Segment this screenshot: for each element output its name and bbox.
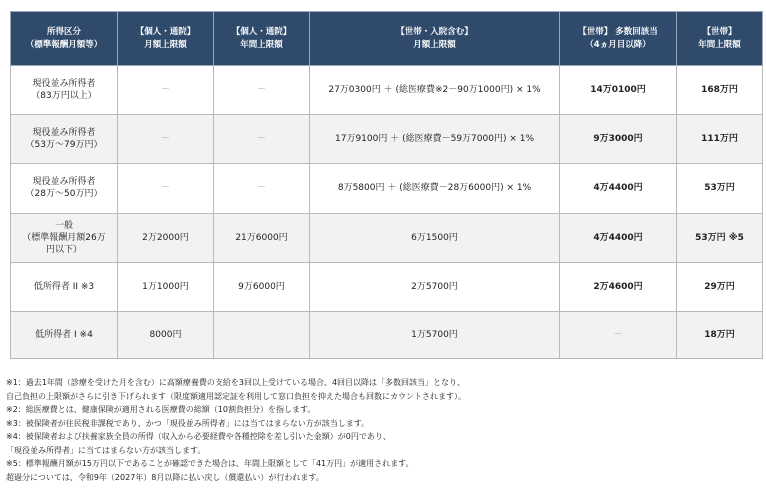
household-monthly-cell: 17万9100円 ＋ (総医療費－59万7000円) × 1% (310, 115, 560, 164)
income-category-cell: 現役並み所得者 （28万～50万円） (11, 164, 118, 213)
household-annual-cell: 18万円 (677, 311, 763, 358)
header-row (11, 12, 763, 66)
multiple-times-cell: 2万4600円 (560, 262, 677, 311)
individual-monthly-cell: － (118, 164, 214, 213)
header-income-category: 所得区分 （標準報酬月額等） (11, 12, 118, 66)
household-monthly-cell: 6万1500円 (310, 213, 560, 262)
table-row (11, 262, 763, 311)
table-row (11, 164, 763, 213)
header-multiple-times: 【世帯】 多数回該当 （4ヵ月目以降） (560, 12, 677, 66)
income-category-cell: 低所得者 II ※3 (11, 262, 118, 311)
header-household-annual: 【世帯】 年間上限額 (677, 12, 763, 66)
household-annual-cell: 111万円 (677, 115, 763, 164)
footnote-line: ※2：総医療費とは、健康保険が適用される医療費の総額（10割負担分）を指します。 (6, 405, 316, 414)
income-category-cell: 一般 （標準報酬月額26万 円以下） (11, 213, 118, 262)
copay-limit-table (10, 11, 763, 359)
household-monthly-cell: 2万5700円 (310, 262, 560, 311)
individual-annual-cell: － (214, 66, 310, 115)
multiple-times-cell: － (560, 311, 677, 358)
header-individual-annual: 【個人・通院】 年間上限額 (214, 12, 310, 66)
household-annual-cell: 53万円 (677, 164, 763, 213)
household-annual-cell: 53万円 ※5 (677, 213, 763, 262)
individual-annual-cell: 21万6000円 (214, 213, 310, 262)
individual-monthly-cell: 1万1000円 (118, 262, 214, 311)
individual-annual-cell (214, 311, 310, 358)
individual-monthly-cell: － (118, 115, 214, 164)
footnotes (6, 376, 762, 484)
header-individual-monthly: 【個人・通院】 月額上限額 (118, 12, 214, 66)
table-row (11, 311, 763, 358)
footnote-line: ※3：被保険者が住民税非課税であり、かつ「現役並み所得者」には当てはまらない方が該当します。 (6, 418, 370, 428)
multiple-times-cell: 4万4400円 (560, 213, 677, 262)
table-row (11, 66, 763, 115)
footnote-line: 「現役並み所得者」に当てはまらない方が該当します。 (6, 445, 206, 455)
multiple-times-cell: 4万4400円 (560, 164, 677, 213)
individual-annual-cell: － (214, 164, 310, 213)
footnote-line: 自己負担の上限額がさらに引き下げられます（限度額適用認定証を利用して窓口負担を抑えた場合も回数にカウントされます）。 (6, 391, 466, 401)
footnote-line: ※4：被保険者および扶養家族全員の所得（収入から必要経費や各種控除を差し引いた金額）が0円であり、 (6, 432, 391, 441)
income-category-cell: 低所得者 I ※4 (11, 311, 118, 358)
individual-annual-cell: 9万6000円 (214, 262, 310, 311)
individual-monthly-cell: － (118, 66, 214, 115)
income-category-cell: 現役並み所得者 （83万円以上） (11, 66, 118, 115)
individual-monthly-cell: 8000円 (118, 311, 214, 358)
household-monthly-cell: 1万5700円 (310, 311, 560, 358)
household-annual-cell: 168万円 (677, 66, 763, 115)
individual-monthly-cell: 2万2000円 (118, 213, 214, 262)
table-row (11, 213, 763, 262)
income-category-cell: 現役並み所得者 （53万～79万円） (11, 115, 118, 164)
multiple-times-cell: 9万3000円 (560, 115, 677, 164)
footnote-line: ※5：標準報酬月額が15万円以下であることが確認できた場合は、年間上限額として「41万円」が適用されます。 (6, 459, 414, 468)
household-monthly-cell: 27万0300円 ＋ (総医療費※2－90万1000円) × 1% (310, 66, 560, 115)
household-monthly-cell: 8万5800円 ＋ (総医療費－28万6000円) × 1% (310, 164, 560, 213)
individual-annual-cell: － (214, 115, 310, 164)
multiple-times-cell: 14万0100円 (560, 66, 677, 115)
header-household-monthly: 【世帯・入院含む】 月額上限額 (310, 12, 560, 66)
household-annual-cell: 29万円 (677, 262, 763, 311)
footnote-line: 超過分については、令和9年（2027年）8月以降に払い戻し（償還払い）が行われます。 (6, 472, 324, 482)
table-row (11, 115, 763, 164)
footnote-line: ※1：過去1年間（診療を受けた月を含む）に高額療養費の支給を3回以上受けている場合、4回目以降は「多数回該当」となり、 (6, 378, 466, 387)
